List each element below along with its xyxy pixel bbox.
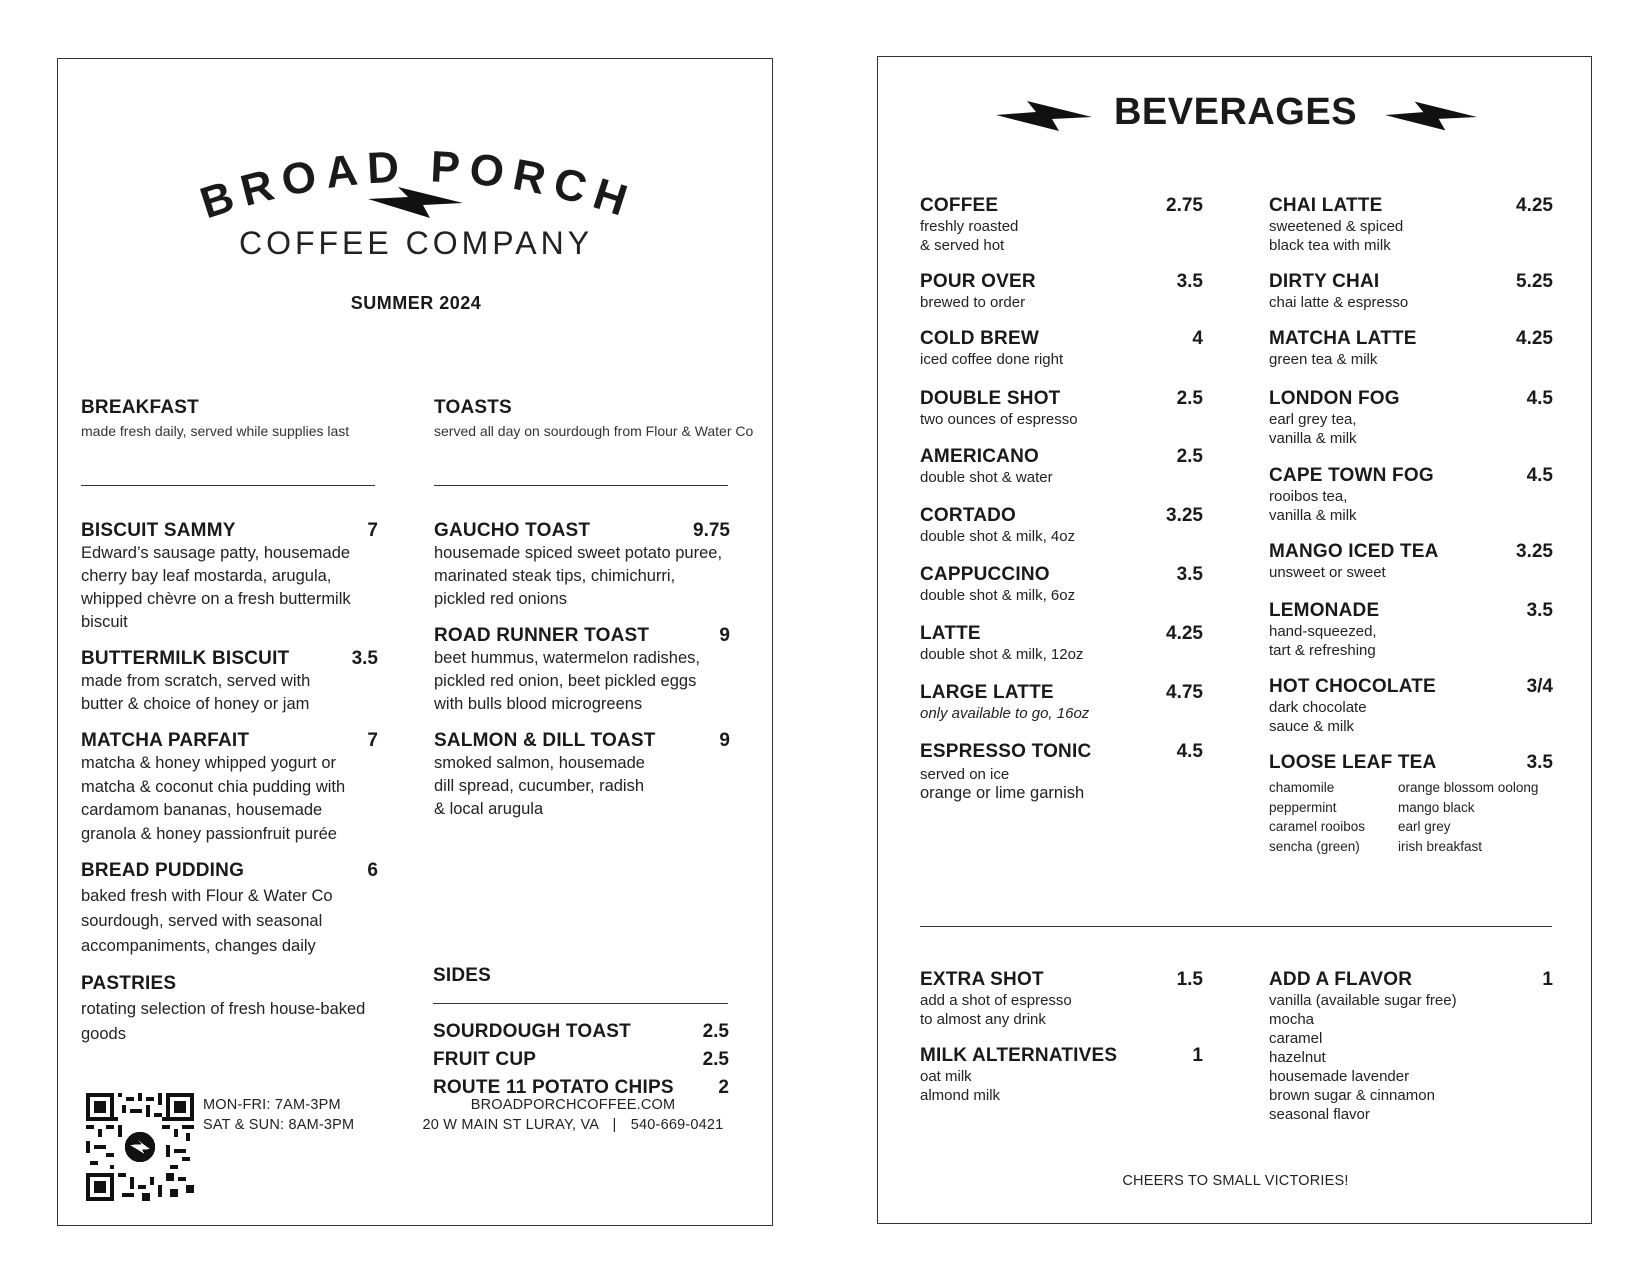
item-price: 2.75 (1166, 195, 1203, 216)
beverage-item (920, 623, 1203, 664)
item-description: beet hummus, watermelon radishes, pickled red onion, beet pickled eggs with bulls blood microgreens (434, 649, 700, 713)
beverage-item (1269, 195, 1553, 255)
item-price: 2.5 (1176, 388, 1203, 409)
menu-item (81, 520, 378, 634)
item-name: MATCHA LATTE (1269, 328, 1417, 349)
item-price: 3.5 (1176, 564, 1203, 585)
beverage-item (920, 505, 1203, 546)
item-description: smoked salmon, housemade dill spread, cucumber, radish & local arugula (434, 754, 645, 818)
website-link[interactable]: BROADPORCHCOFFEE.COM (470, 1097, 676, 1113)
item-description: hand-squeezed, tart & refreshing (1269, 623, 1377, 659)
beverages-col1 (920, 195, 1203, 803)
item-description: add a shot of espresso to almost any drink (920, 992, 1072, 1028)
item-price: 3.25 (1166, 505, 1203, 526)
item-name: SALMON & DILL TOAST (434, 730, 656, 751)
item-price: 5.25 (1516, 271, 1553, 292)
item-name: LEMONADE (1269, 600, 1380, 621)
item-name: BISCUIT SAMMY (81, 520, 236, 541)
item-description: served on ice orange or lime garnish (920, 766, 1085, 802)
menu-item (81, 730, 378, 846)
item-price: 1.5 (1176, 969, 1203, 990)
item-description: rooibos tea, vanilla & milk (1269, 488, 1357, 524)
item-name: CHAI LATTE (1269, 195, 1383, 216)
item-price: 3/4 (1526, 676, 1553, 697)
item-description: freshly roasted & served hot (920, 218, 1019, 254)
item-price: 7 (367, 730, 378, 751)
beverage-item (1269, 969, 1553, 1124)
item-price: 4.5 (1176, 741, 1203, 762)
item-price: 9 (719, 625, 730, 646)
item-name: MATCHA PARFAIT (81, 730, 250, 751)
item-name: CAPPUCCINO (920, 564, 1050, 585)
item-description: matcha & honey whipped yogurt or matcha & coconut chia pudding with cardamom bananas, housemade granola & honey passionfruit purée (81, 754, 346, 843)
beverage-item (920, 195, 1203, 255)
tea-list-right: orange blossom oolong mango black earl grey irish breakfast (1398, 780, 1539, 854)
beverages-col2 (1269, 195, 1553, 856)
beverages-title: BEVERAGES (1113, 91, 1358, 133)
breakfast-list (81, 520, 378, 1047)
item-description: earl grey tea, vanilla & milk (1269, 411, 1357, 447)
item-name: FRUIT CUP (433, 1049, 537, 1070)
item-price: 4.75 (1166, 682, 1203, 703)
item-name: COFFEE (920, 195, 999, 216)
toasts-list (434, 520, 730, 821)
item-price: 4.25 (1516, 328, 1553, 349)
item-name: ROUTE 11 POTATO CHIPS (433, 1077, 674, 1098)
item-description: two ounces of espresso (920, 411, 1078, 428)
item-name: ESPRESSO TONIC (920, 741, 1092, 762)
item-price: 9.75 (693, 520, 730, 541)
beverage-item (1269, 752, 1553, 856)
beverage-item (920, 1045, 1203, 1105)
item-description: double shot & milk, 4oz (920, 528, 1076, 545)
menu-item (81, 973, 378, 1047)
extras-divider (920, 926, 1552, 927)
item-price: 2 (718, 1077, 729, 1098)
item-name: BREAD PUDDING (81, 860, 245, 881)
menu-item (434, 730, 730, 821)
item-description: green tea & milk (1269, 351, 1378, 368)
item-description: iced coffee done right (920, 351, 1064, 368)
item-name: SOURDOUGH TOAST (433, 1021, 631, 1042)
item-description: rotating selection of fresh house-baked goods (81, 1000, 366, 1043)
breakfast-subtitle: made fresh daily, served while supplies last (81, 423, 350, 439)
season-label: SUMMER 2024 (350, 293, 482, 313)
extras-col2 (1269, 969, 1553, 1124)
separator: | (612, 1117, 617, 1133)
beverage-item (1269, 600, 1553, 660)
beverage-item (920, 328, 1203, 369)
item-description: double shot & milk, 12oz (920, 646, 1084, 663)
item-price: 3.5 (351, 648, 378, 669)
sides-divider (433, 1003, 728, 1004)
phone[interactable]: 540-669-0421 (630, 1117, 724, 1133)
menu-item (433, 1021, 729, 1049)
item-name: AMERICANO (920, 446, 1039, 467)
menu-item (434, 625, 730, 716)
item-name: DOUBLE SHOT (920, 388, 1061, 409)
item-price: 4.25 (1166, 623, 1203, 644)
item-description: housemade spiced sweet potato puree, marinated steak tips, chimichurri, pickled red onions (434, 544, 723, 608)
beverage-item (1269, 465, 1553, 525)
beverage-item (1269, 541, 1553, 582)
item-name: EXTRA SHOT (920, 969, 1044, 990)
menu-item (434, 520, 730, 611)
beverage-item (1269, 328, 1553, 369)
beverages-page (877, 56, 1592, 1224)
item-name: BUTTERMILK BISCUIT (81, 648, 290, 669)
beverage-item (1269, 388, 1553, 448)
item-name: LATTE (920, 623, 981, 644)
lightning-bolt-icon (368, 187, 463, 219)
item-name: MILK ALTERNATIVES (920, 1045, 1118, 1066)
item-description: dark chocolate sauce & milk (1269, 699, 1367, 735)
brand-name-word2: PORCH (429, 142, 642, 229)
toasts-subtitle: served all day on sourdough from Flour & Water Co (434, 423, 754, 439)
opening-hours (203, 1095, 354, 1135)
item-price: 1 (1542, 969, 1553, 990)
tagline: CHEERS TO SMALL VICTORIES! (1122, 1173, 1349, 1189)
item-description: unsweet or sweet (1269, 564, 1386, 581)
food-menu-page (57, 58, 773, 1226)
toasts-title: TOASTS (434, 397, 512, 418)
hours-weekend: SAT & SUN: 8AM-3PM (203, 1117, 355, 1133)
item-price: 4 (1192, 328, 1203, 349)
lightning-bolt-icon (1385, 101, 1477, 131)
item-description: made from scratch, served with butter & choice of honey or jam (81, 672, 311, 713)
item-price: 1 (1192, 1045, 1203, 1066)
item-price: 3.5 (1526, 752, 1553, 773)
item-name: LONDON FOG (1269, 388, 1400, 409)
item-description: brewed to order (920, 294, 1026, 311)
brand-name-word1: BROAD (194, 142, 410, 229)
beverage-item (920, 682, 1203, 723)
item-price: 3.5 (1176, 271, 1203, 292)
item-price: 4.5 (1526, 465, 1553, 486)
breakfast-title: BREAKFAST (81, 397, 199, 418)
item-name: DIRTY CHAI (1269, 271, 1380, 292)
qr-code[interactable] (86, 1093, 194, 1201)
breakfast-divider (81, 485, 375, 486)
menu-item (81, 860, 378, 959)
item-price: 3.5 (1526, 600, 1553, 621)
beverage-item (920, 741, 1203, 803)
contact-info (403, 1095, 743, 1135)
beverage-item (920, 446, 1203, 487)
sides-title: SIDES (433, 965, 492, 986)
item-price: 4.25 (1516, 195, 1553, 216)
item-name: ADD A FLAVOR (1269, 969, 1413, 990)
item-name: GAUCHO TOAST (434, 520, 591, 541)
item-name: CAPE TOWN FOG (1269, 465, 1434, 486)
item-price: 7 (367, 520, 378, 541)
tea-list (1269, 778, 1553, 856)
address-line (403, 1115, 743, 1135)
item-description: sweetened & spiced black tea with milk (1269, 218, 1404, 254)
beverage-item (920, 564, 1203, 605)
item-price: 2.5 (702, 1049, 729, 1070)
item-description: baked fresh with Flour & Water Co sourdough, served with seasonal accompaniments, changes daily (81, 887, 333, 955)
brand-subtitle: COFFEE COMPANY (238, 225, 594, 261)
item-price: 4.5 (1526, 388, 1553, 409)
item-name: LOOSE LEAF TEA (1269, 752, 1437, 773)
item-description: chai latte & espresso (1269, 294, 1409, 311)
item-name: HOT CHOCOLATE (1269, 676, 1436, 697)
beverage-item (920, 969, 1203, 1029)
extras-col1 (920, 969, 1203, 1105)
item-name: MANGO ICED TEA (1269, 541, 1439, 562)
item-description: vanilla (available sugar free) mocha caramel hazelnut housemade lavender brown sugar & cinnamon seasonal flavor (1269, 992, 1457, 1123)
item-price: 9 (719, 730, 730, 751)
item-price: 2.5 (1176, 446, 1203, 467)
item-name: CORTADO (920, 505, 1017, 526)
item-description: double shot & milk, 6oz (920, 587, 1076, 604)
item-name: LARGE LATTE (920, 682, 1054, 703)
item-name: PASTRIES (81, 973, 177, 994)
item-price: 3.25 (1516, 541, 1553, 562)
item-description: oat milk almond milk (920, 1068, 1001, 1104)
item-price: 6 (367, 860, 378, 881)
beverage-item (920, 271, 1203, 312)
address: 20 W MAIN ST LURAY, VA (422, 1117, 599, 1133)
toasts-divider (434, 485, 728, 486)
item-description: Edward’s sausage patty, housemade cherry bay leaf mostarda, arugula, whipped chèvre on a fresh buttermilk biscuit (81, 544, 351, 631)
beverage-item (1269, 271, 1553, 312)
item-price: 2.5 (702, 1021, 729, 1042)
beverage-item (1269, 676, 1553, 736)
tea-list-left: chamomile peppermint caramel rooibos sencha (green) (1269, 780, 1366, 854)
menu-item (81, 648, 378, 716)
menu-item (433, 1049, 729, 1077)
item-name: ROAD RUNNER TOAST (434, 625, 650, 646)
beverage-item (920, 388, 1203, 429)
item-name: POUR OVER (920, 271, 1036, 292)
item-name: COLD BREW (920, 328, 1039, 349)
item-description: double shot & water (920, 469, 1053, 486)
item-description: only available to go, 16oz (920, 705, 1090, 722)
hours-weekdays: MON-FRI: 7AM-3PM (203, 1097, 341, 1113)
sides-list (433, 1021, 729, 1105)
